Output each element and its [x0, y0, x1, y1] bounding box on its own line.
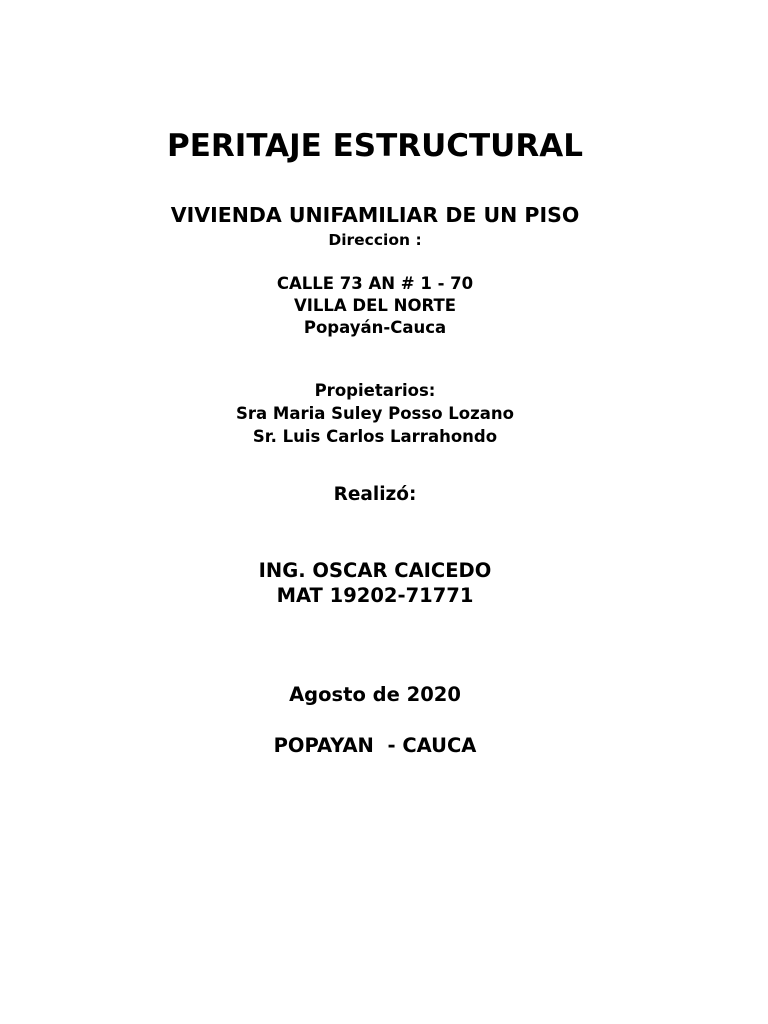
owner-name: Sra Maria Suley Posso Lozano: [236, 404, 514, 423]
engineer-name: ING. OSCAR CAICEDO: [258, 559, 492, 582]
document-title: PERITAJE ESTRUCTURAL: [167, 128, 583, 164]
address-line-neighborhood: VILLA DEL NORTE: [293, 296, 456, 315]
address-line-street: CALLE 73 AN # 1 - 70: [276, 274, 474, 293]
owner-name: Sr. Luis Carlos Larrahondo: [252, 427, 498, 446]
document-city: POPAYAN - CAUCA: [273, 734, 477, 757]
made-by-label: Realizó:: [333, 484, 417, 505]
address-label: Direccion :: [328, 231, 422, 249]
document-subtitle: VIVIENDA UNIFAMILIAR DE UN PISO: [170, 203, 580, 227]
address-line-city: Popayán-Cauca: [303, 318, 447, 337]
registration-number: MAT 19202-71771: [276, 584, 474, 607]
owners-label: Propietarios:: [314, 381, 436, 400]
document-date: Agosto de 2020: [289, 683, 461, 706]
